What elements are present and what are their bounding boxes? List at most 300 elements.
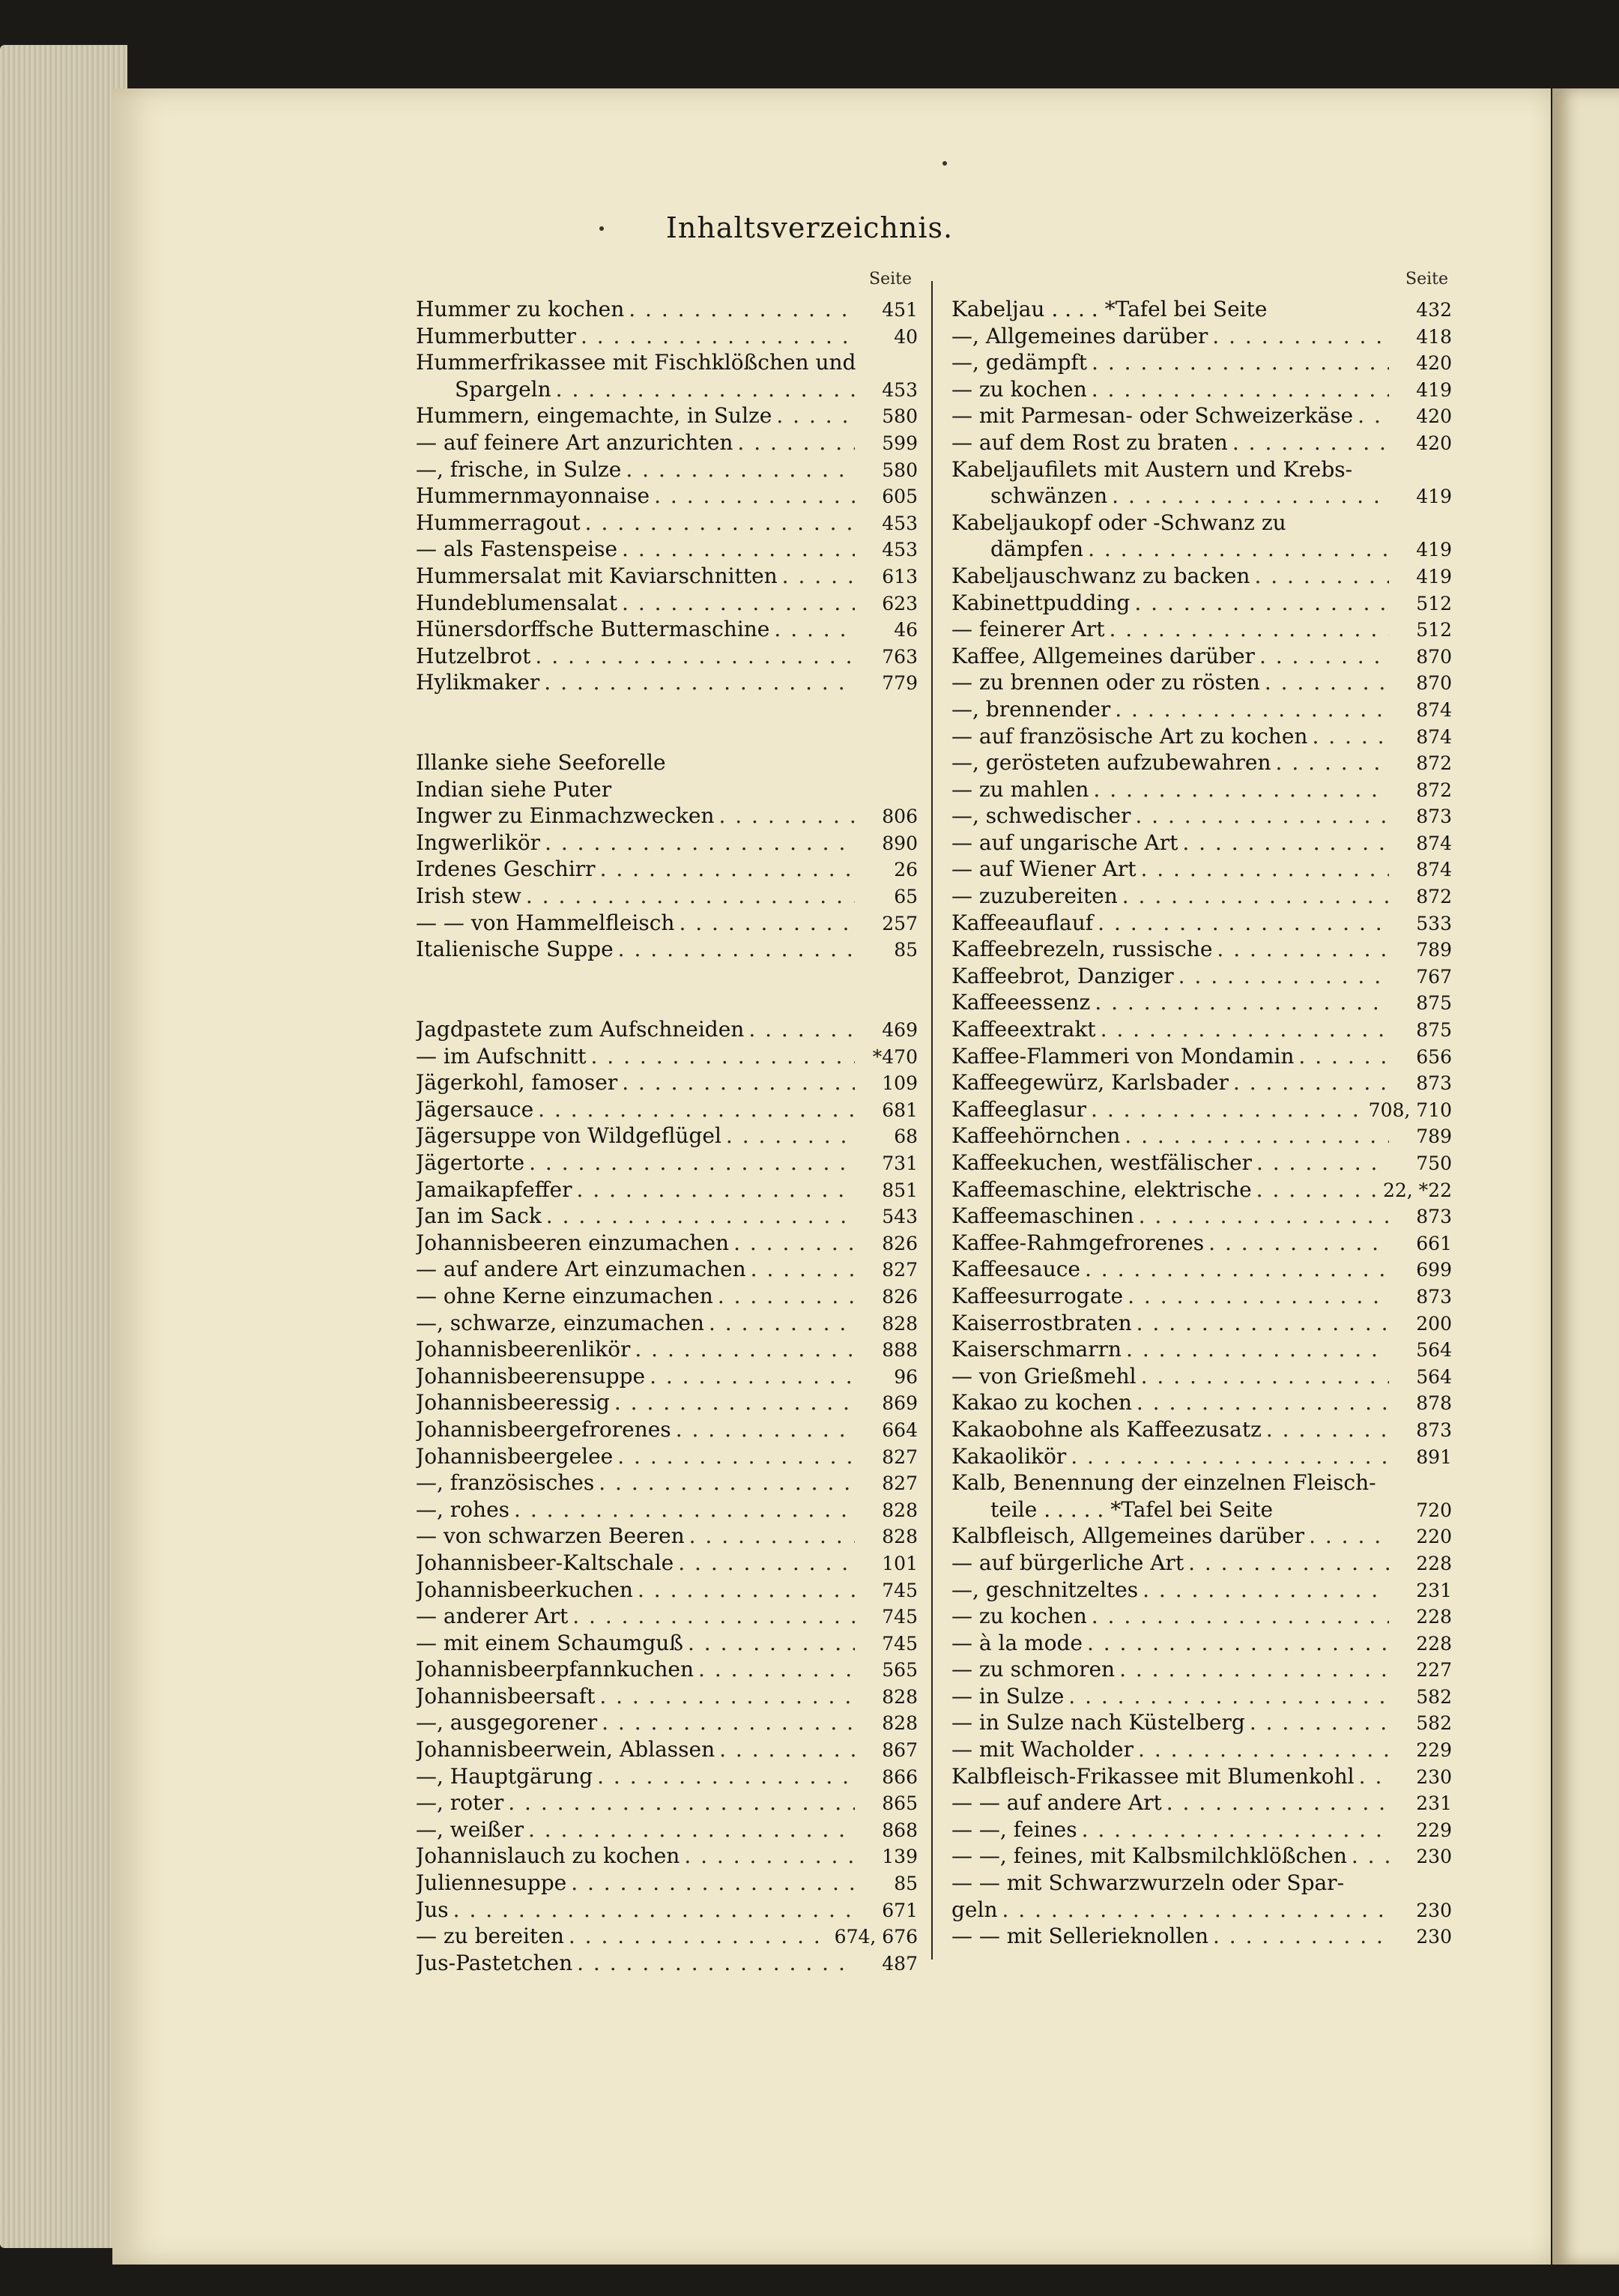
index-entry-page: 828	[882, 1685, 918, 1708]
leader-dots	[622, 536, 855, 563]
column-divider	[931, 281, 933, 1960]
leader-dots	[1110, 616, 1390, 643]
index-entry-page: 827	[882, 1445, 918, 1468]
leader-dots	[1208, 1230, 1389, 1257]
index-entry-text: —, schwedischer	[951, 803, 1131, 829]
index-entry	[951, 1389, 1452, 1416]
index-entry-page: 613	[882, 565, 918, 587]
leader-dots	[544, 669, 855, 696]
index-entry	[416, 323, 918, 350]
index-entry	[951, 1816, 1452, 1843]
index-entry-page: 451	[882, 299, 918, 321]
leader-dots	[1092, 376, 1389, 403]
index-entry	[416, 1603, 918, 1630]
index-entry	[416, 936, 918, 963]
index-entry	[951, 1656, 1452, 1683]
index-entry-text: — zu mahlen	[951, 776, 1089, 802]
index-entry-text: — —, feines, mit Kalbsmilchklößchen	[951, 1843, 1347, 1869]
leader-dots	[1359, 1763, 1389, 1790]
leader-dots	[1082, 1816, 1389, 1843]
leader-dots	[1091, 1096, 1364, 1123]
index-entry-page: 873	[1416, 1206, 1452, 1228]
index-entry-page: 806	[882, 806, 918, 828]
index-column-left	[416, 296, 918, 1976]
index-entry-text: — ohne Kerne einzumachen	[416, 1283, 713, 1308]
index-entry	[416, 1230, 918, 1257]
index-entry	[951, 429, 1452, 456]
index-entry	[951, 1336, 1452, 1363]
index-entry-page: 873	[1416, 1285, 1452, 1308]
index-entry-text: Kabinettpudding	[951, 590, 1131, 615]
index-entry-text: Kaffee-Flammeri von Mondamin	[951, 1043, 1295, 1069]
index-entry	[951, 643, 1452, 670]
leader-dots	[1135, 803, 1389, 830]
leader-dots	[1128, 1283, 1389, 1310]
index-entry	[951, 349, 1452, 376]
leader-dots	[726, 1123, 855, 1149]
index-entry	[951, 563, 1452, 590]
index-entry-text: Johannisbeeressig	[416, 1390, 610, 1416]
leader-dots	[1141, 1363, 1389, 1390]
index-entry	[951, 910, 1452, 937]
index-entry-text: Kaffeemaschinen	[951, 1203, 1134, 1229]
leader-dots	[538, 1096, 855, 1123]
index-entry-page: 65	[894, 886, 918, 908]
index-entry	[951, 1763, 1452, 1790]
leader-dots	[1358, 402, 1389, 429]
index-entry	[951, 1230, 1452, 1257]
index-entry-page: 851	[882, 1179, 918, 1201]
index-entry	[951, 1923, 1452, 1950]
index-entry-text: Johannisbeerenlikör	[416, 1337, 631, 1362]
index-entry-page: 873	[1416, 806, 1452, 828]
leader-dots	[718, 1283, 855, 1310]
index-entry-page: 789	[1416, 939, 1452, 961]
index-entry	[416, 429, 918, 456]
leader-dots	[1212, 323, 1389, 350]
index-entry-page: 228	[1416, 1606, 1452, 1628]
index-entry	[951, 723, 1452, 750]
index-entry-page: 874	[1416, 698, 1452, 721]
index-entry-text: Kalbfleisch, Allgemeines darüber	[951, 1523, 1305, 1549]
index-entry-text: Kabeljaukopf oder -Schwanz zu	[951, 510, 1286, 535]
index-entry-page: 828	[882, 1499, 918, 1521]
index-entry-page: 453	[882, 512, 918, 534]
leader-dots	[1126, 1336, 1389, 1363]
facing-page-edge	[1552, 88, 1619, 2265]
index-entry	[416, 723, 918, 750]
index-entry	[951, 1469, 1452, 1496]
index-entry-page: 533	[1416, 912, 1452, 934]
leader-dots	[748, 1016, 855, 1043]
index-entry-text: Johannisbeerkuchen	[416, 1577, 633, 1602]
index-entry-text: Jagdpastete zum Aufschneiden	[416, 1017, 745, 1042]
index-entry-text: Kaffeebrezeln, russische	[951, 937, 1213, 962]
index-entry	[416, 1389, 918, 1416]
index-entry-text: Italienische Suppe	[416, 937, 614, 962]
index-entry-page: 890	[882, 832, 918, 854]
index-entry	[416, 590, 918, 617]
index-entry-page: 874	[1416, 859, 1452, 881]
index-entry-text: — von Grießmehl	[951, 1363, 1137, 1389]
leader-dots	[622, 590, 855, 617]
index-entry	[416, 616, 918, 643]
index-entry-page: 875	[1416, 992, 1452, 1015]
index-entry-text: Irdenes Geschirr	[416, 857, 596, 882]
index-entry-text: — als Fastenspeise	[416, 537, 618, 562]
leader-dots	[638, 1577, 855, 1604]
index-entry-page: 230	[1416, 1846, 1452, 1868]
leader-dots	[1352, 1843, 1389, 1870]
index-entry	[416, 1656, 918, 1683]
index-entry-page: 512	[1416, 619, 1452, 641]
index-entry-text: geln	[951, 1897, 998, 1922]
leader-dots	[1259, 643, 1389, 670]
index-entry-page: 139	[882, 1846, 918, 1868]
index-entry-text: Spargeln	[455, 376, 551, 402]
index-entry-page: 200	[1416, 1312, 1452, 1335]
index-entry	[951, 1203, 1452, 1230]
index-entry	[416, 1443, 918, 1470]
index-entry-text: Kaffeegewürz, Karlsbader	[951, 1070, 1229, 1096]
leader-dots	[576, 1176, 855, 1203]
index-entry	[416, 1310, 918, 1337]
index-entry-page: 469	[882, 1019, 918, 1042]
index-entry	[951, 1096, 1452, 1123]
index-entry-text: — — mit Schwarzwurzeln oder Spar-	[951, 1870, 1345, 1896]
index-entry	[951, 856, 1452, 883]
index-entry	[416, 483, 918, 510]
index-entry-text: Kaffeemaschine, elektrische	[951, 1176, 1252, 1202]
index-entry	[416, 1763, 918, 1790]
index-entry-page: 827	[882, 1259, 918, 1281]
index-entry	[951, 536, 1452, 563]
index-entry	[951, 669, 1452, 696]
index-entry-text: Kaffeesauce	[951, 1257, 1080, 1282]
index-entry	[416, 296, 918, 323]
index-entry-text: Kaffeeessenz	[951, 990, 1091, 1015]
index-entry-text: Jamaikapfeffer	[416, 1176, 572, 1202]
index-entry	[951, 696, 1452, 723]
leader-dots	[618, 936, 855, 963]
index-entry-text: Johannisbeer-Kaltschale	[416, 1550, 674, 1575]
index-entry-page: 432	[1416, 299, 1452, 321]
index-entry	[951, 989, 1452, 1016]
leader-dots	[617, 1443, 855, 1470]
index-entry-text: — —, feines	[951, 1816, 1077, 1842]
leader-dots	[1140, 856, 1389, 883]
index-entry-page: 745	[882, 1632, 918, 1655]
leader-dots	[1265, 669, 1389, 696]
index-entry	[416, 349, 918, 376]
index-entry-page: 872	[1416, 886, 1452, 908]
index-entry	[416, 883, 918, 910]
leader-dots	[1143, 1577, 1389, 1604]
index-entry-text: —, ausgegorener	[416, 1710, 598, 1735]
leader-dots	[1254, 563, 1389, 590]
index-entry-text: — mit einem Schaumguß	[416, 1630, 683, 1655]
index-entry-text: — im Aufschnitt	[416, 1043, 587, 1069]
leader-dots	[569, 1923, 830, 1950]
index-entry	[416, 536, 918, 563]
index-entry	[951, 1843, 1452, 1870]
index-entry-text: — mit Wacholder	[951, 1737, 1134, 1762]
index-entry-text: — mit Parmesan- oder Schweizerkäse	[951, 403, 1354, 429]
index-entry-page: 867	[882, 1739, 918, 1762]
index-entry-text: —, brennender	[951, 696, 1111, 722]
index-entry-text: —, schwarze, einzumachen	[416, 1310, 704, 1335]
index-entry-text: Johannislauch zu kochen	[416, 1843, 680, 1869]
index-entry-page: 419	[1416, 565, 1452, 587]
index-entry-text: —, weißer	[416, 1816, 524, 1842]
leader-dots	[585, 510, 855, 537]
index-entry-page: 227	[1416, 1659, 1452, 1682]
index-entry-text: —, Hauptgärung	[416, 1763, 593, 1789]
leader-dots	[1188, 1550, 1389, 1577]
leader-dots	[676, 1416, 855, 1443]
index-entry-page: 888	[882, 1339, 918, 1362]
index-entry-text: — in Sulze nach Küstelberg	[951, 1710, 1245, 1735]
index-entry	[951, 376, 1452, 403]
index-entry-text: Kakaobohne als Kaffeezusatz	[951, 1416, 1262, 1442]
leader-dots	[1137, 1389, 1389, 1416]
leader-dots	[1098, 910, 1389, 937]
index-entry	[951, 296, 1452, 323]
index-entry-page: 420	[1416, 405, 1452, 428]
index-entry-page: 731	[882, 1152, 918, 1174]
index-entry	[416, 1523, 918, 1550]
leader-dots	[1256, 1149, 1389, 1176]
index-entry-text: — — auf andere Art	[951, 1790, 1162, 1816]
index-entry-page: 873	[1416, 1419, 1452, 1441]
index-entry	[951, 1789, 1452, 1816]
index-entry-page: 101	[882, 1552, 918, 1574]
ink-speck	[942, 161, 947, 166]
index-entry	[951, 1256, 1452, 1283]
index-entry-text: Jus	[416, 1897, 449, 1922]
index-entry-text: Johannisbeergelee	[416, 1443, 614, 1469]
index-entry	[951, 963, 1452, 990]
index-entry-text: — auf ungarische Art	[951, 830, 1178, 855]
index-entry	[416, 643, 918, 670]
index-entry-page: 419	[1416, 539, 1452, 561]
index-entry-page: 872	[1416, 779, 1452, 801]
index-entry	[416, 1709, 918, 1736]
index-entry-text: teile . . . . . *Tafel bei Seite	[990, 1496, 1274, 1522]
index-entry	[951, 1069, 1452, 1096]
index-entry-page: 220	[1416, 1526, 1452, 1548]
leader-dots	[1213, 1923, 1389, 1950]
index-entry	[416, 696, 918, 723]
index-entry	[416, 456, 918, 483]
index-entry-text: Johannisbeerwein, Ablassen	[416, 1737, 715, 1762]
index-entry-text: Kaiserrostbraten	[951, 1310, 1132, 1335]
index-entry	[416, 1950, 918, 1977]
index-entry	[416, 1149, 918, 1176]
leader-dots	[535, 643, 855, 670]
index-entry-page: 767	[1416, 965, 1452, 988]
index-entry-page: 828	[882, 1312, 918, 1335]
index-entry	[951, 1870, 1452, 1897]
leader-dots	[626, 456, 855, 483]
index-entry-text: — auf andere Art einzumachen	[416, 1257, 746, 1282]
index-entry	[951, 1577, 1452, 1604]
index-entry-page: 872	[1416, 752, 1452, 775]
leader-dots	[1232, 429, 1389, 456]
index-entry	[951, 1443, 1452, 1470]
index-entry-text: Jan im Sack	[416, 1203, 542, 1229]
index-entry-page: 582	[1416, 1685, 1452, 1708]
leader-dots	[689, 1523, 855, 1550]
leader-dots	[774, 616, 855, 643]
index-entry	[951, 936, 1452, 963]
index-entry	[951, 510, 1452, 537]
index-entry	[951, 483, 1452, 510]
index-entry-text: — zuzubereiten	[951, 883, 1118, 909]
leader-dots	[1217, 936, 1389, 963]
leader-dots	[1250, 1709, 1389, 1736]
index-entry-text: Indian siehe Puter	[416, 776, 612, 802]
index-entry-text: — zu kochen	[951, 1604, 1087, 1629]
index-entry	[416, 1123, 918, 1149]
index-entry-page: 487	[882, 1952, 918, 1975]
index-entry-text: Hummer zu kochen	[416, 297, 625, 321]
index-entry-page: 868	[882, 1819, 918, 1841]
leader-dots	[1309, 1523, 1389, 1550]
index-entry-text: Jägersuppe von Wildgeflügel	[416, 1123, 721, 1149]
index-entry	[951, 1496, 1452, 1523]
index-entry	[416, 1816, 918, 1843]
leader-dots	[577, 1950, 855, 1977]
index-entry-text: — zu kochen	[951, 376, 1087, 402]
index-entry-page: 661	[1416, 1232, 1452, 1254]
index-entry	[416, 830, 918, 857]
index-entry	[951, 1709, 1452, 1736]
index-entry	[416, 989, 918, 1016]
index-entry-text: — — mit Sellerieknollen	[951, 1924, 1208, 1949]
index-entry-text: Jägerkohl, famoser	[416, 1070, 618, 1096]
index-entry-text: Jägertorte	[416, 1150, 525, 1175]
index-entry-page: 257	[882, 912, 918, 934]
index-entry	[416, 1897, 918, 1924]
index-entry	[416, 1256, 918, 1283]
leader-dots	[635, 1336, 855, 1363]
leader-dots	[528, 1816, 855, 1843]
book-page-edges	[0, 45, 127, 2248]
leader-dots	[1088, 536, 1389, 563]
index-entry-text: Kaffeeextrakt	[951, 1017, 1096, 1042]
index-entry-text: Hutzelbrot	[416, 643, 531, 668]
index-entry-page: 419	[1416, 378, 1452, 401]
index-entry-page: 623	[882, 592, 918, 614]
index-entry-page: 230	[1416, 1765, 1452, 1788]
leader-dots	[1092, 1603, 1389, 1630]
index-entry-page: 565	[882, 1659, 918, 1682]
index-entry-text: Jägersauce	[416, 1096, 534, 1122]
index-entry-text: — von schwarzen Beeren	[416, 1523, 685, 1549]
index-entry	[416, 1843, 918, 1870]
leader-dots	[1298, 1043, 1389, 1070]
index-entry	[416, 1577, 918, 1604]
leader-dots	[529, 1149, 855, 1176]
index-entry	[951, 1123, 1452, 1149]
index-entry-text: —, französisches	[416, 1470, 595, 1496]
index-column-right	[951, 296, 1452, 1950]
index-entry-page: 789	[1416, 1126, 1452, 1148]
index-entry	[951, 1363, 1452, 1390]
index-entry-text: — auf Wiener Art	[951, 857, 1137, 882]
index-entry-text: dämpfen	[990, 537, 1084, 562]
index-entry-text: Jus-Pastetchen	[416, 1950, 573, 1975]
index-entry-page: 231	[1416, 1792, 1452, 1815]
index-entry-page: 543	[882, 1206, 918, 1228]
index-entry	[951, 456, 1452, 483]
leader-dots	[514, 1496, 855, 1523]
leader-dots	[591, 1043, 856, 1070]
leader-dots	[776, 402, 855, 429]
index-entry	[416, 1069, 918, 1096]
index-entry	[416, 1736, 918, 1763]
index-entry-text: Kabeljauschwanz zu backen	[951, 563, 1250, 588]
index-entry	[951, 590, 1452, 617]
index-entry-page: 874	[1416, 832, 1452, 854]
index-entry	[951, 1176, 1452, 1203]
index-entry-page: 46	[894, 619, 918, 641]
leader-dots	[751, 1256, 855, 1283]
index-entry-page: 85	[894, 1873, 918, 1895]
index-entry	[416, 563, 918, 590]
index-entry	[416, 803, 918, 830]
index-entry	[951, 749, 1452, 776]
leader-dots	[737, 429, 855, 456]
index-entry-text: Hummernmayonnaise	[416, 483, 650, 509]
leader-dots	[709, 1310, 855, 1337]
index-entry-page: 878	[1416, 1392, 1452, 1415]
index-entry	[416, 402, 918, 429]
leader-dots	[614, 1389, 855, 1416]
index-entry-page: 875	[1416, 1019, 1452, 1042]
leader-dots	[1119, 1656, 1389, 1683]
index-entry-text: — feinerer Art	[951, 617, 1105, 642]
index-entry	[951, 1283, 1452, 1310]
index-entry-text: Kaffeeglasur	[951, 1096, 1087, 1122]
index-entry-text: — auf bürgerliche Art	[951, 1550, 1184, 1575]
index-entry-text: — auf feinere Art anzurichten	[416, 429, 733, 455]
index-entry-text: —, gedämpft	[951, 350, 1088, 375]
index-entry-text: Ingwerlikör	[416, 830, 541, 855]
index-entry-text: Kaffeehörnchen	[951, 1123, 1121, 1149]
index-entry-page: 826	[882, 1285, 918, 1308]
index-entry	[951, 402, 1452, 429]
index-entry-page: 228	[1416, 1632, 1452, 1655]
index-entry-page: 96	[894, 1365, 918, 1388]
index-entry	[416, 749, 918, 776]
index-entry	[416, 1096, 918, 1123]
index-entry-page: 40	[894, 325, 918, 348]
index-entry	[951, 1523, 1452, 1550]
index-entry-text: —, geschnitzeltes	[951, 1577, 1139, 1602]
index-entry	[951, 1043, 1452, 1070]
index-entry-text: Irish stew	[416, 883, 521, 909]
index-entry	[416, 1016, 918, 1043]
index-entry-text: Hummerragout	[416, 510, 581, 535]
leader-dots	[718, 803, 855, 830]
leader-dots	[546, 1203, 855, 1230]
leader-dots	[1112, 483, 1389, 510]
index-entry-text: Hundeblumensalat	[416, 590, 618, 615]
leader-dots	[1122, 883, 1389, 910]
index-entry-text: Kalb, Benennung der einzelnen Fleisch-	[951, 1470, 1376, 1496]
